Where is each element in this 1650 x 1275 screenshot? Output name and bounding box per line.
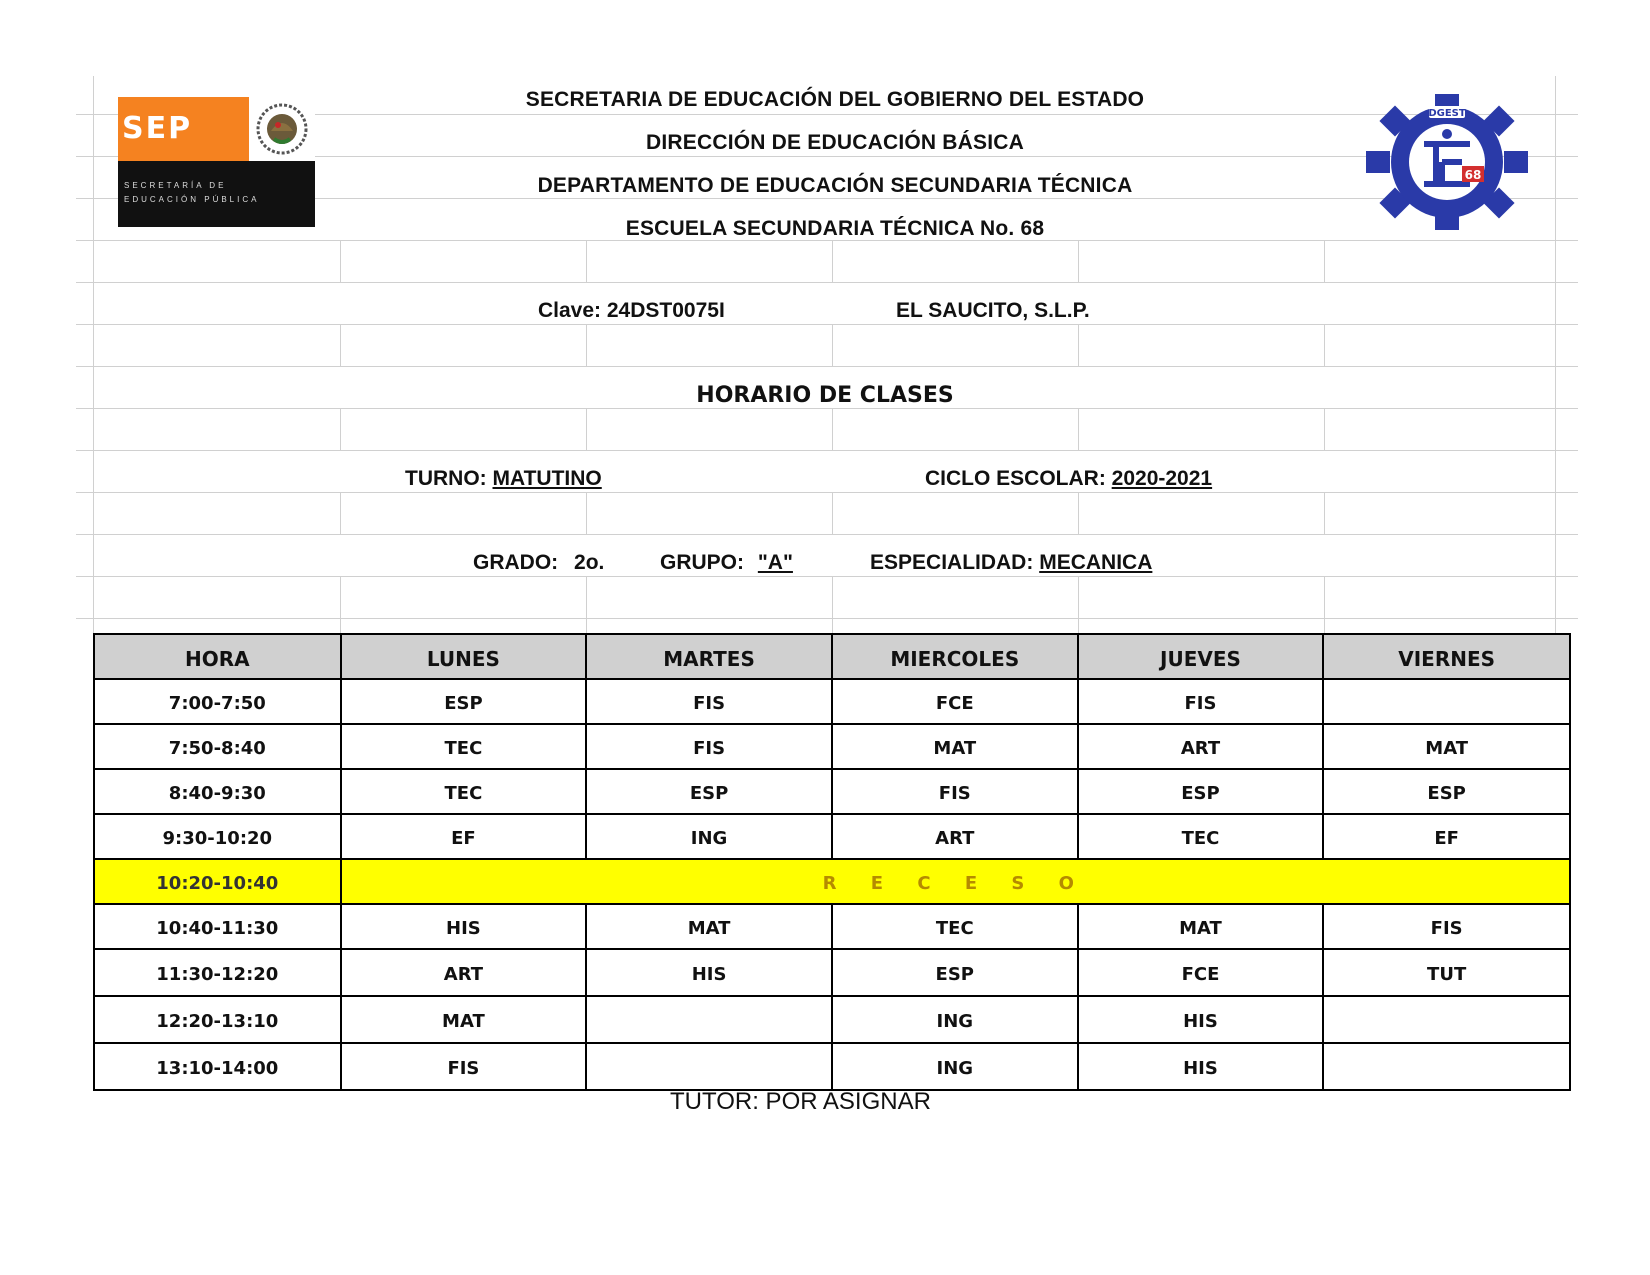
turno-line xyxy=(405,467,602,491)
header-miercoles: MIERCOLES xyxy=(832,634,1078,679)
table-cell: HIS xyxy=(586,949,832,996)
header-jueves: JUEVES xyxy=(1078,634,1324,679)
table-cell: ING xyxy=(586,814,832,859)
table-cell: TEC xyxy=(832,904,1078,949)
table-cell: ESP xyxy=(832,949,1078,996)
table-cell: ING xyxy=(832,1043,1078,1090)
table-row xyxy=(94,679,1570,724)
table-cell: EF xyxy=(1323,814,1570,859)
time-cell: 10:40-11:30 xyxy=(94,904,341,949)
turno-label: TURNO: xyxy=(405,467,487,490)
table-cell xyxy=(1323,679,1570,724)
header-martes: MARTES xyxy=(586,634,832,679)
table-row xyxy=(94,996,1570,1043)
header-hora: HORA xyxy=(94,634,341,679)
table-row xyxy=(94,769,1570,814)
sep-logo-text: SEP xyxy=(122,111,193,146)
clave-text: Clave: 24DST0075I xyxy=(538,299,725,322)
table-header-row xyxy=(94,634,1570,679)
sep-logo xyxy=(118,97,315,227)
table-cell: ING xyxy=(832,996,1078,1043)
header-viernes: VIERNES xyxy=(1323,634,1570,679)
grado-line xyxy=(473,551,604,575)
table-cell: EF xyxy=(341,814,587,859)
table-cell xyxy=(1323,996,1570,1043)
mexican-seal-icon xyxy=(249,97,315,161)
table-cell: MAT xyxy=(1078,904,1324,949)
header-line-3: DEPARTAMENTO DE EDUCACIÓN SECUNDARIA TÉCNICA xyxy=(537,174,1133,197)
especialidad-value: MECANICA xyxy=(1039,551,1153,574)
especialidad-line xyxy=(870,551,1152,575)
table-cell xyxy=(586,996,832,1043)
table-cell: FCE xyxy=(832,679,1078,724)
table-cell: ESP xyxy=(341,679,587,724)
table-cell: FIS xyxy=(341,1043,587,1090)
table-cell: ESP xyxy=(586,769,832,814)
table-cell xyxy=(1323,1043,1570,1090)
est-gear-logo xyxy=(1362,92,1532,232)
time-cell: 11:30-12:20 xyxy=(94,949,341,996)
schedule-table xyxy=(93,633,1571,1091)
grupo-line xyxy=(660,551,793,575)
location-text: EL SAUCITO, S.L.P. xyxy=(896,299,1090,322)
header-line-2: DIRECCIÓN DE EDUCACIÓN BÁSICA xyxy=(646,131,1024,154)
time-cell: 7:50-8:40 xyxy=(94,724,341,769)
sep-subtitle-2: EDUCACIÓN PÚBLICA xyxy=(124,195,260,204)
table-row xyxy=(94,949,1570,996)
table-cell: MAT xyxy=(341,996,587,1043)
table-row xyxy=(94,904,1570,949)
table-cell: ART xyxy=(832,814,1078,859)
grupo-label: GRUPO: xyxy=(660,551,744,574)
time-cell: 8:40-9:30 xyxy=(94,769,341,814)
grupo-value: "A" xyxy=(757,551,793,574)
table-row xyxy=(94,724,1570,769)
turno-value: MATUTINO xyxy=(492,467,602,490)
ciclo-line xyxy=(925,467,1212,491)
recess-label: R E C E S O xyxy=(822,873,1088,894)
time-cell: 12:20-13:10 xyxy=(94,996,341,1043)
table-cell: FCE xyxy=(1078,949,1324,996)
table-cell: ART xyxy=(341,949,587,996)
est-logo-number: 68 xyxy=(1464,168,1482,182)
ciclo-label: CICLO ESCOLAR: xyxy=(925,467,1106,490)
recess-row xyxy=(94,859,1570,904)
table-cell: FIS xyxy=(586,724,832,769)
especialidad-label: ESPECIALIDAD: xyxy=(870,551,1034,574)
table-cell: FIS xyxy=(1323,904,1570,949)
est-logo-top-text: DGEST xyxy=(1428,108,1466,119)
header-line-4: ESCUELA SECUNDARIA TÉCNICA No. 68 xyxy=(625,217,1045,240)
time-cell: 13:10-14:00 xyxy=(94,1043,341,1090)
table-cell: HIS xyxy=(1078,996,1324,1043)
grado-label: GRADO: xyxy=(473,551,559,574)
table-cell: MAT xyxy=(586,904,832,949)
time-cell: 9:30-10:20 xyxy=(94,814,341,859)
header-lunes: LUNES xyxy=(341,634,587,679)
recess-label-cell xyxy=(341,859,1570,904)
table-cell: FIS xyxy=(1078,679,1324,724)
header-line-1: SECRETARIA DE EDUCACIÓN DEL GOBIERNO DEL ESTADO xyxy=(525,88,1145,111)
table-cell: ESP xyxy=(1078,769,1324,814)
schedule-title: HORARIO DE CLASES xyxy=(696,383,954,408)
grado-value: 2o. xyxy=(574,551,605,574)
recess-time-cell: 10:20-10:40 xyxy=(94,859,341,904)
table-cell: FIS xyxy=(832,769,1078,814)
table-cell: HIS xyxy=(341,904,587,949)
table-cell: HIS xyxy=(1078,1043,1324,1090)
ciclo-value: 2020-2021 xyxy=(1111,467,1213,490)
table-row xyxy=(94,1043,1570,1090)
table-cell: TEC xyxy=(341,769,587,814)
table-cell: ESP xyxy=(1323,769,1570,814)
table-cell: MAT xyxy=(832,724,1078,769)
table-cell: FIS xyxy=(586,679,832,724)
table-cell: ART xyxy=(1078,724,1324,769)
table-cell: TEC xyxy=(1078,814,1324,859)
table-row xyxy=(94,814,1570,859)
table-cell xyxy=(586,1043,832,1090)
table-cell: MAT xyxy=(1323,724,1570,769)
tutor-text: TUTOR: POR ASIGNAR xyxy=(670,1088,931,1115)
sep-subtitle-1: SECRETARÍA DE xyxy=(124,181,227,190)
time-cell: 7:00-7:50 xyxy=(94,679,341,724)
table-cell: TUT xyxy=(1323,949,1570,996)
table-cell: TEC xyxy=(341,724,587,769)
